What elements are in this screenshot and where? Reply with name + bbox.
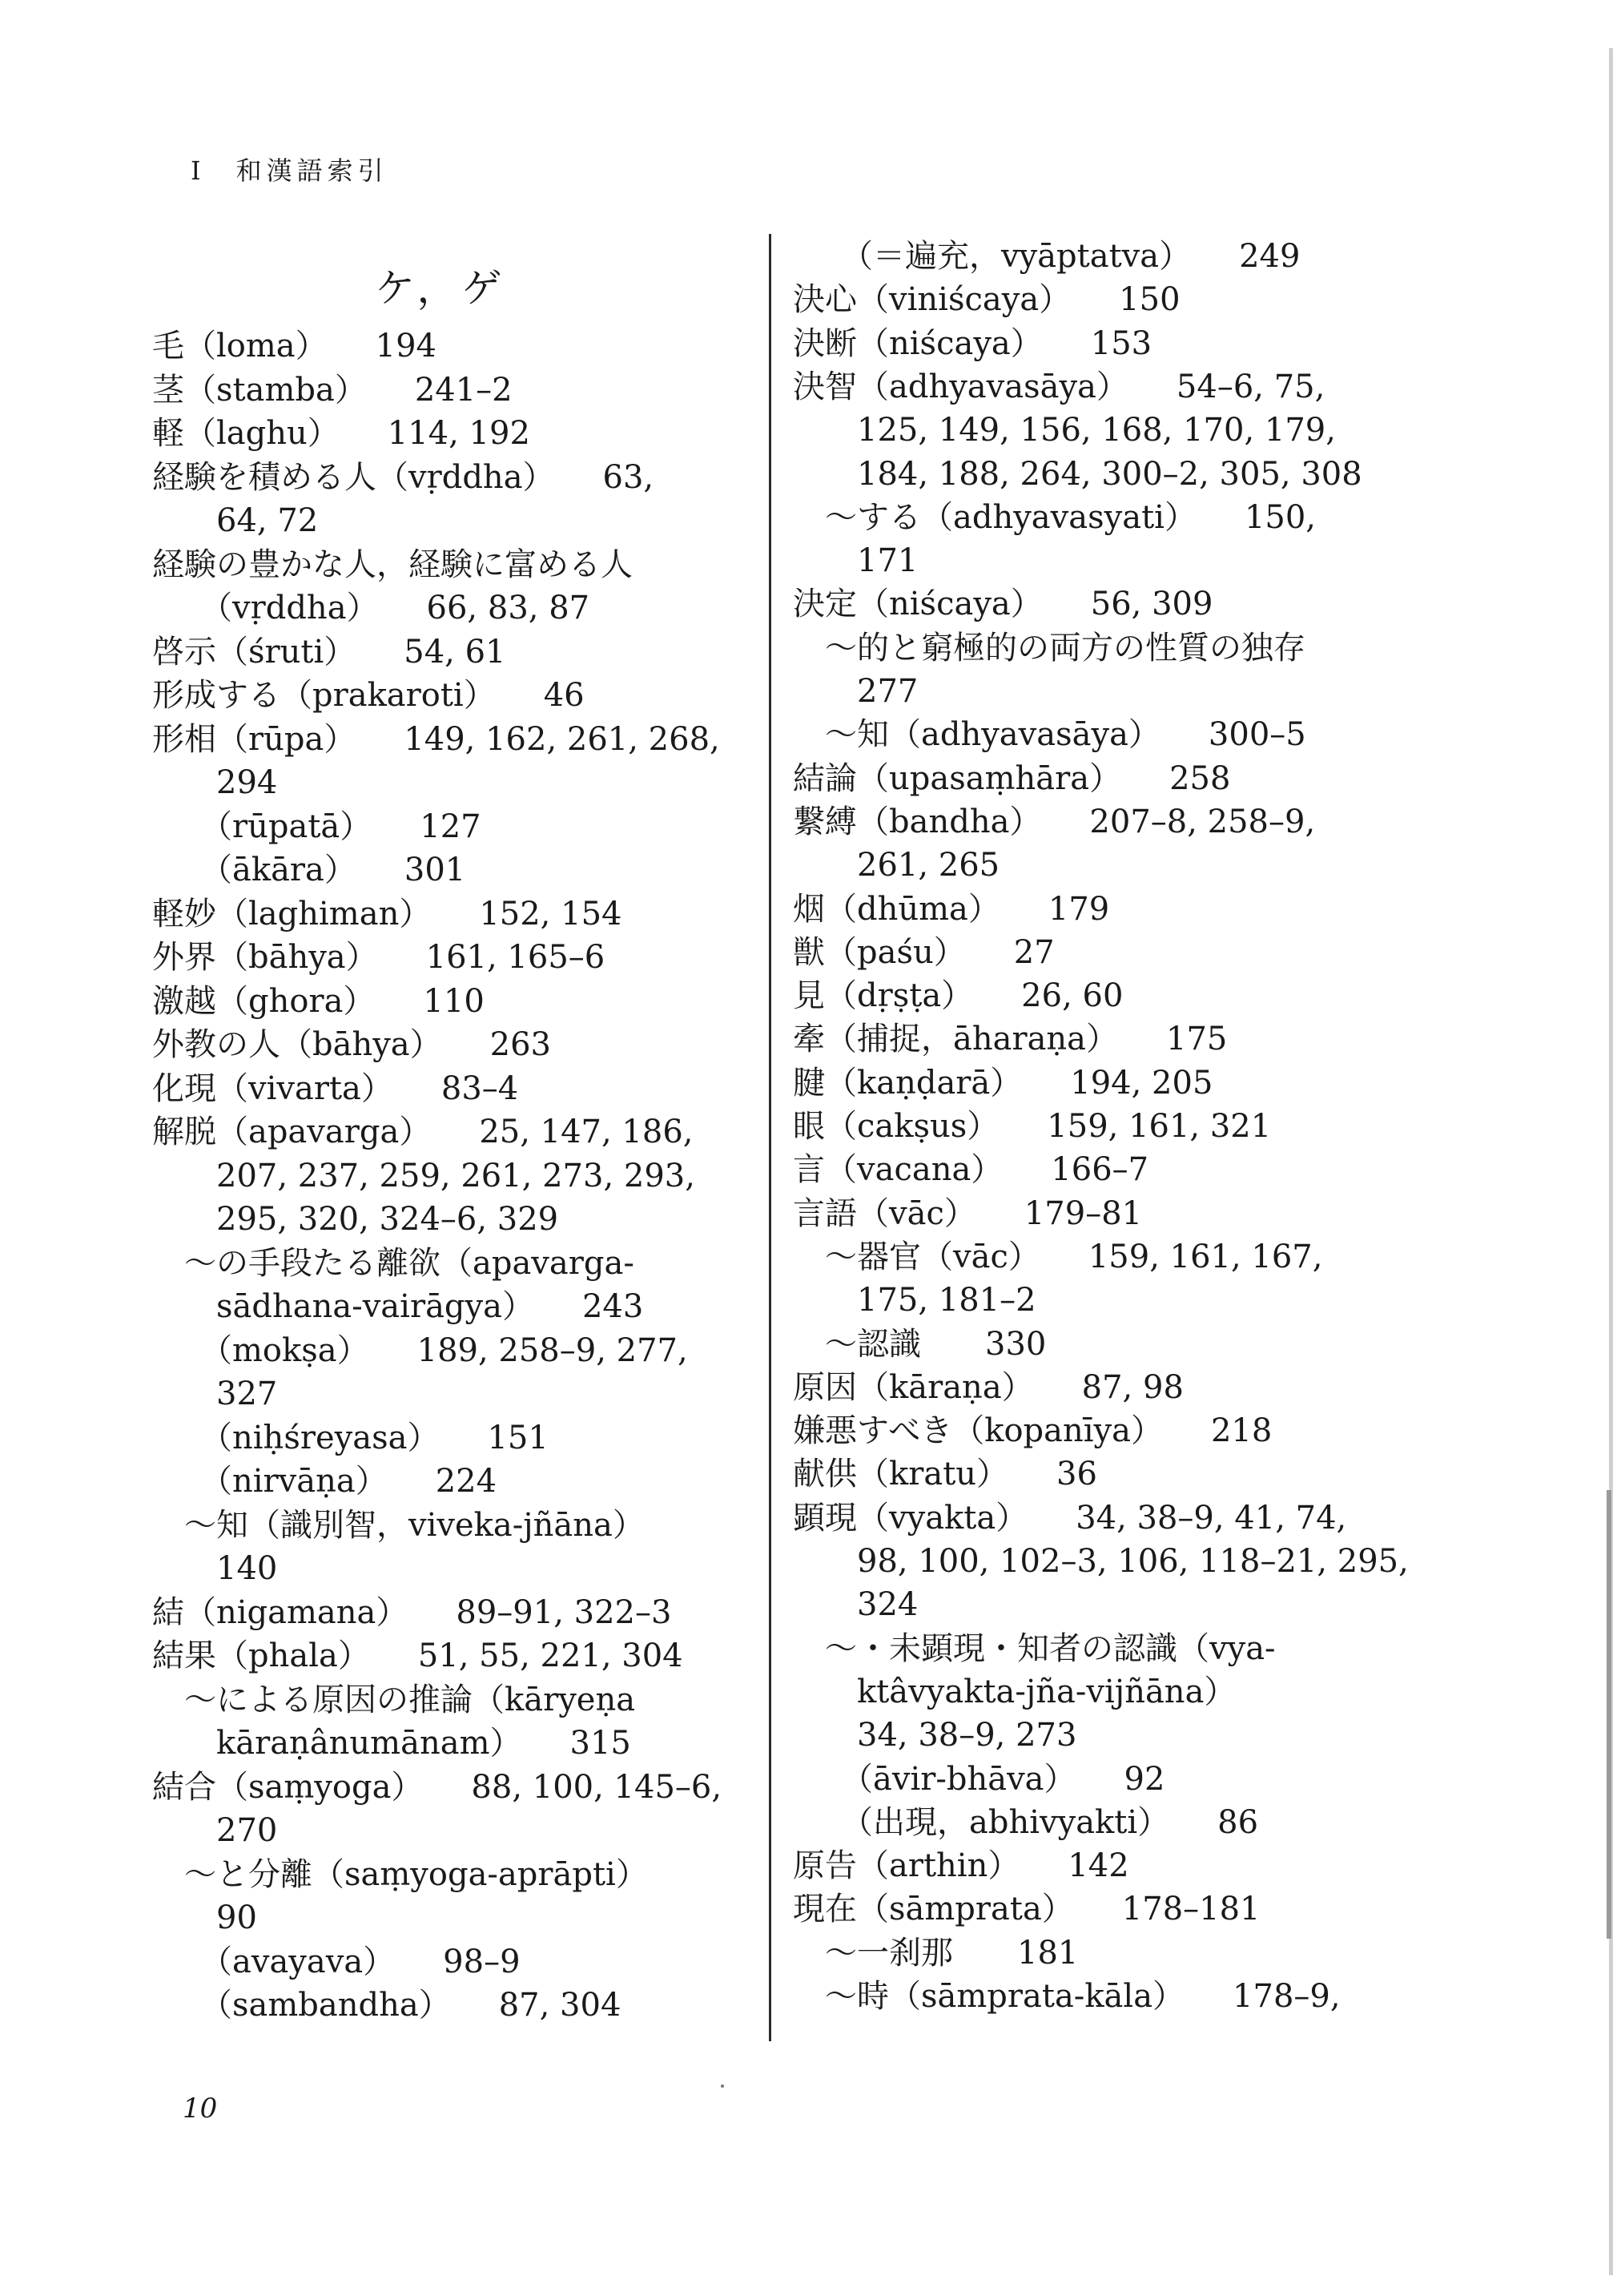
index-entry-line: 決断（niścaya） 153	[793, 324, 1152, 362]
index-entry-line: 現在（sāmprata） 178–181	[793, 1891, 1261, 1928]
index-entry-line: 啓示（śruti） 54, 61	[152, 633, 506, 671]
index-entry-line: （sambandha） 87, 304	[152, 1987, 621, 2024]
index-entry-line: 解脱（apavarga） 25, 147, 186,	[152, 1114, 694, 1150]
section-heading: ケ，ゲ	[375, 265, 507, 312]
index-entry-line: 形成する（prakaroti） 46	[152, 677, 585, 714]
index-entry-line: 化現（vivarta） 83–4	[152, 1069, 519, 1107]
index-entry-line: 言（vacana） 166–7	[793, 1151, 1149, 1189]
index-entry-line: 外界（bāhya） 161, 165–6	[152, 939, 605, 976]
index-entry-line: 軽（laghu） 114, 192	[152, 415, 530, 452]
index-entry-line: 結合（saṃyoga） 88, 100, 145–6,	[152, 1768, 722, 1806]
index-entry-line: 決智（adhyavasāya） 54–6, 75,	[793, 368, 1325, 405]
index-entry-line: 277	[793, 673, 919, 710]
index-entry-line: ～時（sāmprata-kāla） 178–9,	[793, 1978, 1341, 2015]
index-entry-line: 嫌悪すべき（kopanīya） 218	[793, 1412, 1273, 1450]
index-entry-line: ～認識 330	[793, 1325, 1047, 1363]
index-entry-line: 98, 100, 102–3, 106, 118–21, 295,	[793, 1543, 1409, 1580]
index-entry-line: ～知（adhyavasāya） 300–5	[793, 716, 1306, 754]
index-entry-line: ～一刹那 181	[793, 1934, 1079, 1972]
index-entry-line: 腱（kaṇḍarā） 194, 205	[793, 1064, 1213, 1102]
index-entry-line: 327	[152, 1376, 278, 1412]
index-entry-line: 経験を積める人（vṛddha） 63,	[152, 458, 654, 496]
index-entry-line: 294	[152, 764, 278, 801]
index-entry-line: 261, 265	[793, 847, 1000, 884]
index-entry-line: （＝遍充，vyāptatva） 249	[793, 238, 1301, 275]
index-entry-line: 毛（loma） 194	[152, 328, 436, 365]
index-entry-line: 献供（kratu） 36	[793, 1456, 1097, 1493]
index-entry-line: 295, 320, 324–6, 329	[152, 1201, 559, 1238]
index-entry-line: 結論（upasaṃhāra） 258	[793, 759, 1231, 797]
index-entry-line: 決心（viniścaya） 150	[793, 281, 1181, 319]
index-entry-line: 140	[152, 1550, 278, 1587]
index-entry-line: 125, 149, 156, 168, 170, 179,	[793, 412, 1336, 449]
index-entry-line: 言語（vāc） 179–81	[793, 1194, 1143, 1232]
index-entry-line: 90	[152, 1899, 257, 1936]
index-entry-line: 繋縛（bandha） 207–8, 258–9,	[793, 803, 1316, 840]
index-entry-line: ～と分離（saṃyoga-aprāpti）	[152, 1855, 648, 1893]
index-entry-line: 経験の豊かな人，経験に富める人	[152, 546, 633, 583]
index-entry-line: 171	[793, 542, 919, 580]
index-entry-line: ～・未顕現・知者の認識（vya-	[793, 1629, 1276, 1667]
index-entry-line: sādhana-vairāgya） 243	[152, 1288, 644, 1325]
index-entry-line: 175, 181–2	[793, 1282, 1036, 1319]
index-entry-line: 結果（phala） 51, 55, 221, 304	[152, 1637, 683, 1674]
index-entry-line: （niḥśreyasa） 151	[152, 1419, 549, 1456]
index-entry-line: （nirvāṇa） 224	[152, 1463, 497, 1500]
index-entry-line: （mokṣa） 189, 258–9, 277,	[152, 1331, 688, 1369]
index-entry-line: ～知（識別智，viveka-jñāna）	[152, 1506, 645, 1544]
index-entry-line: kāraṇânumānam） 315	[152, 1725, 631, 1762]
index-entry-line: （出現，abhivyakti） 86	[793, 1803, 1259, 1841]
stray-dot	[721, 2085, 724, 2088]
index-entry-line: 顕現（vyakta） 34, 38–9, 41, 74,	[793, 1499, 1347, 1537]
index-entry-line: 見（dṛṣṭa） 26, 60	[793, 977, 1124, 1015]
index-entry-line: 184, 188, 264, 300–2, 305, 308	[793, 455, 1362, 493]
index-entry-line: ～する（adhyavasyati） 150,	[793, 498, 1317, 536]
index-entry-line: 324	[793, 1586, 919, 1624]
index-entry-line: 形相（rūpa） 149, 162, 261, 268,	[152, 720, 720, 758]
index-entry-line: 眼（cakṣus） 159, 161, 321	[793, 1108, 1272, 1145]
index-entry-line: 外教の人（bāhya） 263	[152, 1026, 552, 1063]
index-entry-line: 64, 72	[152, 502, 319, 539]
index-entry-line: 原告（arthin） 142	[793, 1847, 1129, 1885]
page-number: 10	[183, 2093, 218, 2125]
index-entry-line: （āvir-bhāva） 92	[793, 1760, 1165, 1798]
index-entry-line: 茎（stamba） 241–2	[152, 371, 513, 409]
index-entry-line: ～的と窮極的の両方の性質の独存	[793, 629, 1305, 667]
index-entry-line: 207, 237, 259, 261, 273, 293,	[152, 1157, 695, 1194]
index-entry-line: 激越（ghora） 110	[152, 982, 485, 1020]
index-entry-line: ～による原因の推論（kāryeṇa	[152, 1681, 636, 1718]
index-entry-line: （avayava） 98–9	[152, 1943, 521, 1980]
index-entry-line: （rūpatā） 127	[152, 808, 481, 845]
index-entry-line: 獣（paśu） 27	[793, 933, 1055, 971]
index-entry-line: ～の手段たる離欲（apavarga-	[152, 1244, 634, 1282]
index-entry-line: ～器官（vāc） 159, 161, 167,	[793, 1238, 1323, 1275]
index-entry-line: （vṛddha） 66, 83, 87	[152, 590, 590, 626]
index-entry-line: 決定（niścaya） 56, 309	[793, 586, 1213, 623]
index-entry-line: 34, 38–9, 273	[793, 1717, 1077, 1754]
index-entry-line: 原因（kāraṇa） 87, 98	[793, 1368, 1184, 1406]
column-divider	[769, 234, 771, 2041]
index-entry-line: （ākāra） 301	[152, 852, 466, 888]
index-entry-line: 結（nigamana） 89–91, 322–3	[152, 1593, 672, 1631]
index-entry-line: 270	[152, 1812, 278, 1849]
index-entry-line: 牽（捕捉，āharaṇa） 175	[793, 1021, 1228, 1058]
index-entry-line: 軽妙（laghiman） 152, 154	[152, 895, 622, 932]
running-header: I 和漢語索引	[191, 155, 388, 186]
index-entry-line: 烟（dhūma） 179	[793, 890, 1110, 928]
index-entry-line: ktâvyakta-jña-vijñāna）	[793, 1673, 1237, 1710]
page-edge-shadow	[1609, 48, 1613, 2275]
page-edge-dark-mark	[1607, 1490, 1611, 1939]
